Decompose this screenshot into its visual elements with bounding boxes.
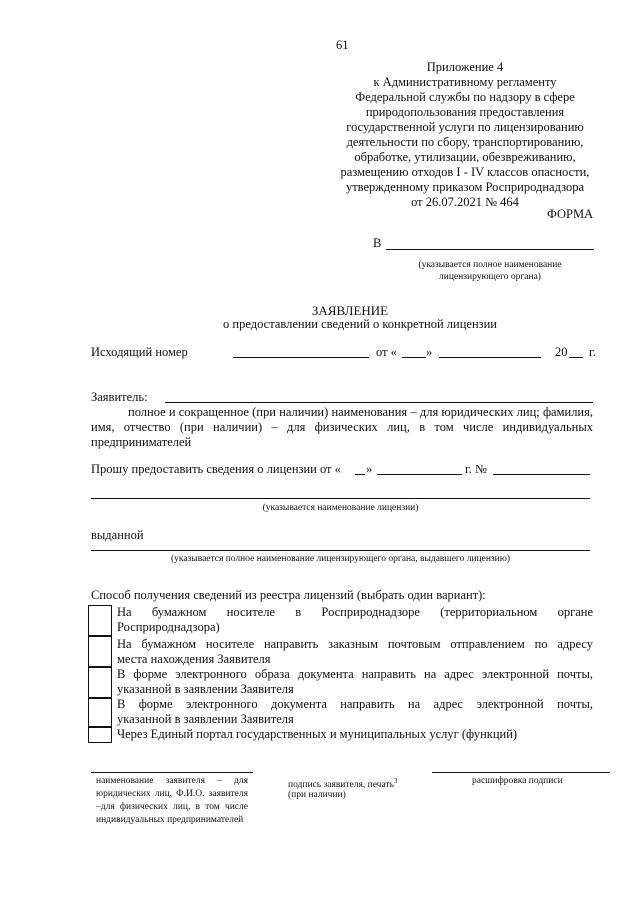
option-line: В форме электронного образа документа направить на адрес электронной почты,: [117, 667, 593, 681]
request-month-line[interactable]: [377, 474, 462, 475]
license-hint: (указывается наименование лицензии): [262, 503, 419, 513]
page-number: 61: [336, 38, 349, 52]
appendix-block: [330, 60, 600, 210]
option-line: Через Единый портал государственных и муниципальных услуг (функций): [117, 727, 518, 741]
name-caption: наименование заявителя – для юридических лиц, Ф.И.О. заявителя –для физических лиц, в том числе индивидуальных предпринимателей: [96, 776, 248, 825]
appendix-line: природопользования предоставления: [365, 105, 565, 119]
appendix-line: государственной услуги по лицензированию: [346, 120, 584, 134]
method-title: Способ получения сведений из реестра лицензий (выбрать один вариант):: [91, 588, 486, 602]
request-day-line[interactable]: [355, 474, 365, 475]
applicant-label: Заявитель:: [91, 390, 148, 404]
request-close: »: [366, 462, 373, 476]
heading-title: ЗАЯВЛЕНИЕ: [311, 303, 389, 318]
recipient-line[interactable]: [386, 249, 594, 250]
outgoing-label: Исходящий номер: [91, 345, 188, 359]
appendix-line: Федеральной службы по надзору в сфере: [355, 90, 575, 104]
option-line: Росприроднадзора): [117, 620, 220, 634]
outgoing-month-line[interactable]: [439, 357, 541, 358]
recipient-hint-line: (указывается полное наименование: [418, 260, 562, 270]
outgoing-from-close: »: [426, 345, 433, 359]
form-label: ФОРМА: [547, 207, 594, 221]
request-license-number-line[interactable]: [493, 474, 590, 475]
option-label-4: [117, 697, 593, 727]
footnote-mark: 3: [393, 777, 398, 785]
appendix-line: обработке, утилизации, обезвреживанию,: [354, 150, 576, 164]
appendix-line: утвержденному приказом Росприроднадзора: [345, 180, 585, 194]
decode-line[interactable]: [432, 772, 610, 773]
outgoing-year-line[interactable]: [569, 357, 583, 358]
applicant-line[interactable]: [165, 402, 593, 403]
decode-caption: расшифровка подписи: [472, 776, 563, 786]
sign-caption-note: (при наличии): [288, 790, 346, 800]
option-line: места нахождения Заявителя: [117, 652, 271, 666]
applicant-description: полное и сокращенное (при наличии) наименования – для юридических лиц; фамилия, имя, отчество (при наличии) – для физических лиц, в том числе индивидуальных предпринимателей: [91, 405, 593, 449]
issued-hint: (указывается полное наименование лицензирующего органа, выдавшего лицензию): [170, 554, 511, 564]
option-label-3: [117, 667, 593, 697]
option-label-1: [117, 605, 593, 635]
option-checkbox-5[interactable]: [88, 727, 112, 743]
option-line: На бумажном носителе в Росприроднадзоре (территориальном органе: [117, 605, 593, 619]
option-checkbox-3[interactable]: [88, 667, 112, 698]
applicant-name-line[interactable]: [91, 772, 253, 773]
outgoing-year-suffix: г.: [589, 345, 596, 359]
option-line: В форме электронного документа направить на адрес электронной почты,: [117, 697, 593, 711]
option-checkbox-2[interactable]: [88, 636, 112, 667]
option-checkbox-4[interactable]: [88, 698, 112, 727]
license-name-line[interactable]: [91, 498, 590, 499]
option-line: указанной в заявлении Заявителя: [117, 712, 294, 726]
issued-label: выданной: [91, 528, 144, 542]
appendix-line: деятельности по сбору, транспортированию,: [346, 135, 584, 149]
option-line: указанной в заявлении Заявителя: [117, 682, 294, 696]
recipient-hint: [380, 259, 600, 283]
option-checkbox-1[interactable]: [88, 605, 112, 636]
option-label-5: [117, 727, 593, 742]
appendix-line: размещению отходов I - IV классов опасности,: [340, 165, 590, 179]
outgoing-number-line[interactable]: [233, 357, 369, 358]
request-year: г. №: [465, 462, 487, 476]
option-label-2: [117, 637, 593, 667]
appendix-title: Приложение 4: [426, 60, 504, 74]
issued-line[interactable]: [91, 550, 590, 551]
recipient-prefix: В: [373, 236, 382, 250]
outgoing-from-open: от «: [376, 345, 397, 359]
sign-caption-text: подпись заявителя, печать: [288, 780, 394, 791]
request-text: Прошу предоставить сведения о лицензии от «: [91, 462, 341, 476]
appendix-line: к Административному регламенту: [373, 75, 557, 89]
heading-subtitle: о предоставлении сведений о конкретной лицензии: [223, 317, 497, 331]
option-line: На бумажном носителе направить заказным почтовым отправлением по адресу: [117, 637, 593, 651]
recipient-hint-line: лицензирующего органа): [439, 272, 541, 282]
outgoing-year-prefix: 20: [555, 345, 568, 359]
outgoing-day-line[interactable]: [402, 357, 426, 358]
appendix-line: от 26.07.2021 № 464: [411, 195, 519, 209]
